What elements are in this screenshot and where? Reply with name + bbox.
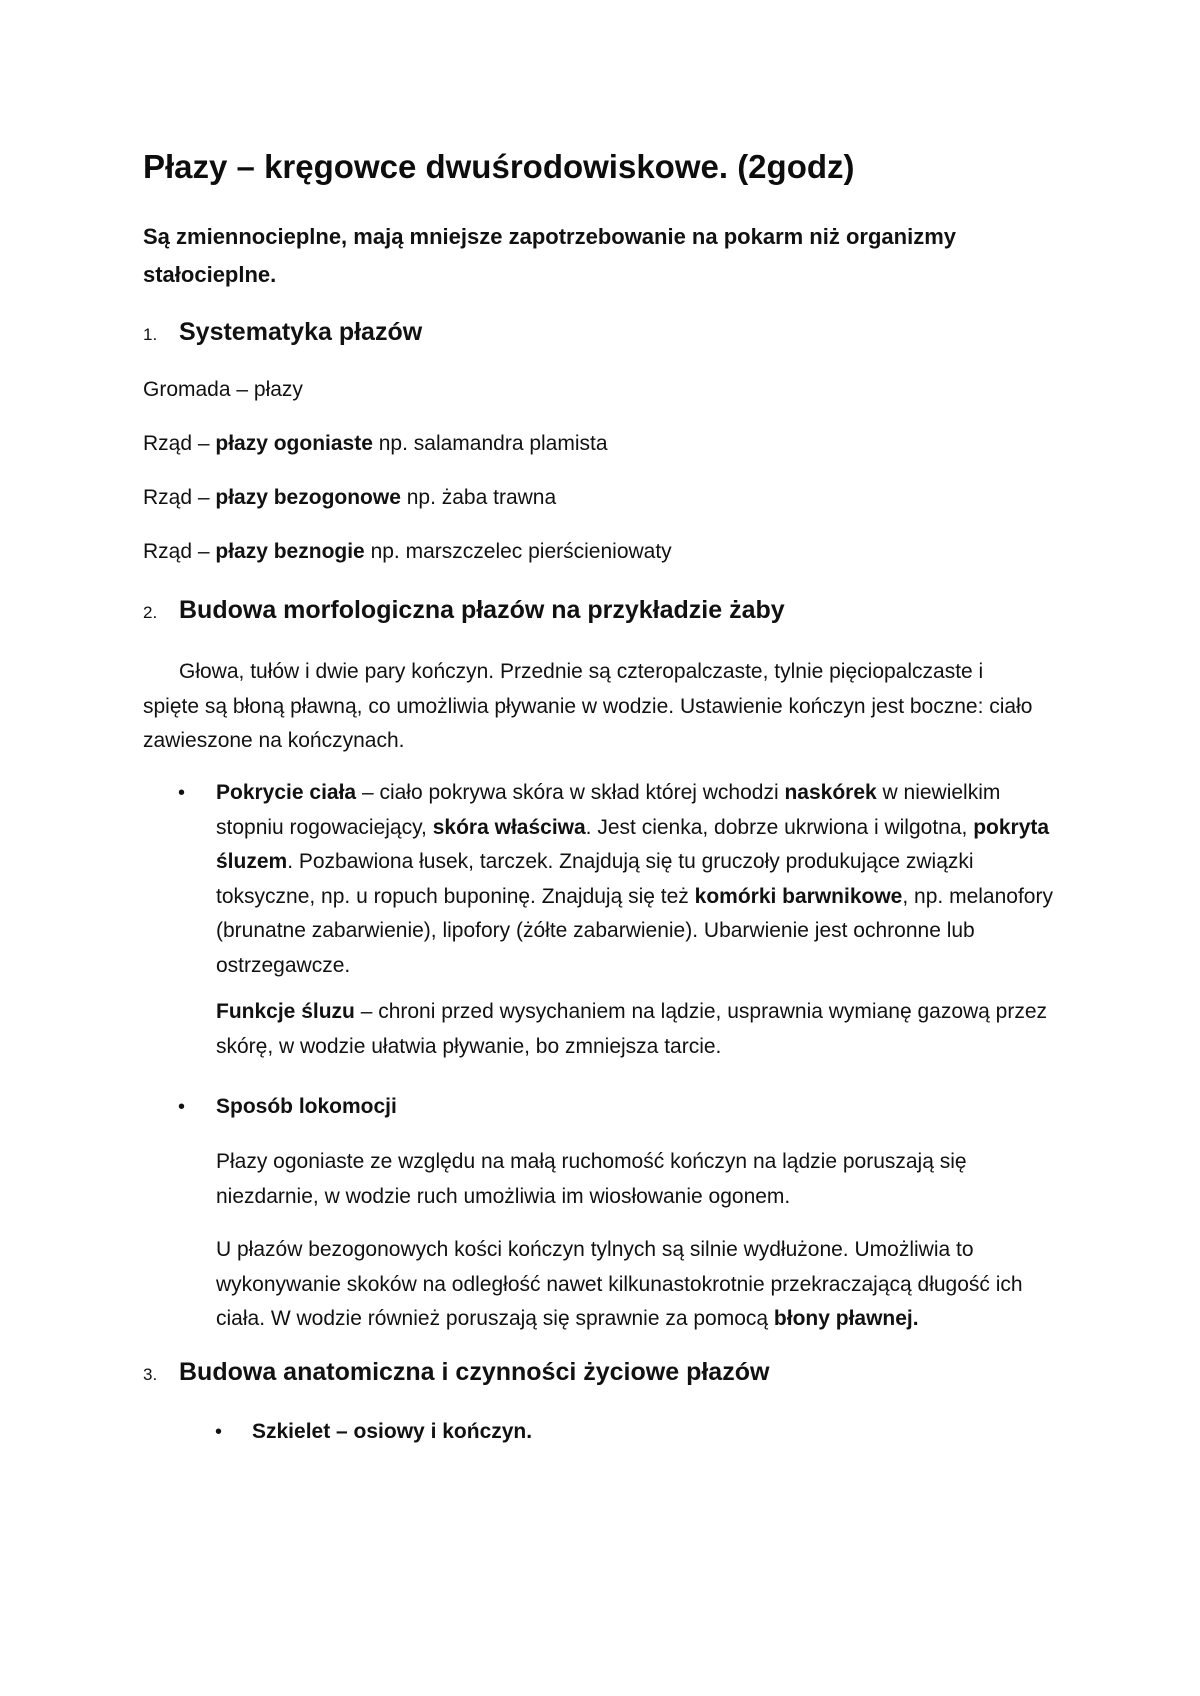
bullet-marker: • [215,1421,223,1443]
section-2-heading [143,596,785,625]
section-1-heading [143,318,422,347]
skin-term: naskórek [784,781,877,804]
locomotion-tailless-paragraph [216,1233,1062,1337]
section-3-title: Budowa anatomiczna i czynności życiowe płazów [179,1358,770,1386]
bullet-marker: • [178,782,186,804]
gromada-line: Gromada – płazy [143,378,303,401]
mucus-function-paragraph [216,995,1062,1064]
skin-text: – ciało pokrywa skóra w skład której wchodzi [356,781,785,804]
rzad-name: płazy bezogonowe [215,486,401,509]
locomotion-label: Sposób lokomocji [216,1095,397,1118]
skin-term: komórki barwnikowe [694,884,903,908]
skin-term: pokryta śluzem [216,815,1050,873]
section-1-title: Systematyka płazów [179,318,423,346]
locomotion-tailless-text: U płazów bezogonowych kości kończyn tylnych są silnie wydłużone. Umożliwia to wykonywanie skoków na odległość nawet kilkunastokrotnie przekraczającą długość ich ciała. W wodzie również poruszają się sprawnie za pomocą [216,1238,1023,1330]
locomotion-term: błony pławnej. [773,1307,919,1330]
skin-text: w niewielkim stopniu rogowaciejący, [216,781,1001,839]
rzad-prefix: Rząd – [143,432,216,455]
section-2-number: 2. [143,603,158,622]
mucus-label: Funkcje śluzu [216,1000,355,1023]
skin-text: , np. melanofory (brunatne zabarwienie), lipofory (żółte zabarwienie). Ubarwienie jest ochronne lub ostrzegawcze. [216,884,1053,977]
skin-label: Pokrycie ciała [216,781,357,804]
rzad-prefix: Rząd – [143,486,216,509]
locomotion-tailed-paragraph: Płazy ogoniaste ze względu na małą ruchomość kończyn na lądzie poruszają się niezdarnie, w wodzie ruch umożliwia im wiosłowanie ogonem. [216,1150,967,1208]
rzad-row [143,486,556,510]
page-title: Płazy – kręgowce dwuśrodowiskowe. (2godz) [143,148,855,185]
rzad-prefix: Rząd – [143,540,216,563]
section-3-heading [143,1358,769,1387]
skin-text: . Jest cienka, dobrze ukrwiona i wilgotna, [585,815,974,839]
morphology-intro: Głowa, tułów i dwie pary kończyn. Przednie są czteropalczaste, tylnie pięciopalczaste i spięte są błoną pławną, co umożliwia pływanie w wodzie. Ustawienie kończyn jest boczne: ciało zawieszone na kończynach. [143,660,1033,752]
rzad-example: np. salamandra plamista [372,432,608,455]
subtitle: Są zmiennocieplne, mają mniejsze zapotrzebowanie na pokarm niż organizmy stałocieplne. [143,224,956,287]
mucus-text: – chroni przed wysychaniem na lądzie, usprawnia wymianę gazową przez skórę, w wodzie ułatwia pływanie, bo zmniejsza tarcie. [216,1000,1048,1058]
skin-term: skóra właściwa [432,815,586,839]
skin-text: . Pozbawiona łusek, tarczek. Znajdują się tu gruczoły produkujące związki toksyczne, np. u ropuch buponinę. Znajdują się też [216,850,974,908]
rzad-example: np. marszczelec pierścieniowaty [364,540,672,563]
section-3-number: 3. [143,1365,158,1384]
section-1-number: 1. [143,325,158,344]
skeleton-bullet: Szkielet – osiowy i kończyn. [252,1420,533,1443]
bullet-marker: • [178,1096,186,1118]
rzad-example: np. żaba trawna [400,486,557,509]
rzad-row [143,540,672,564]
rzad-name: płazy beznogie [215,540,365,563]
rzad-row [143,432,608,456]
skin-paragraph [216,776,1062,983]
section-2-title: Budowa morfologiczna płazów na przykładzie żaby [179,596,785,624]
rzad-name: płazy ogoniaste [215,432,373,455]
